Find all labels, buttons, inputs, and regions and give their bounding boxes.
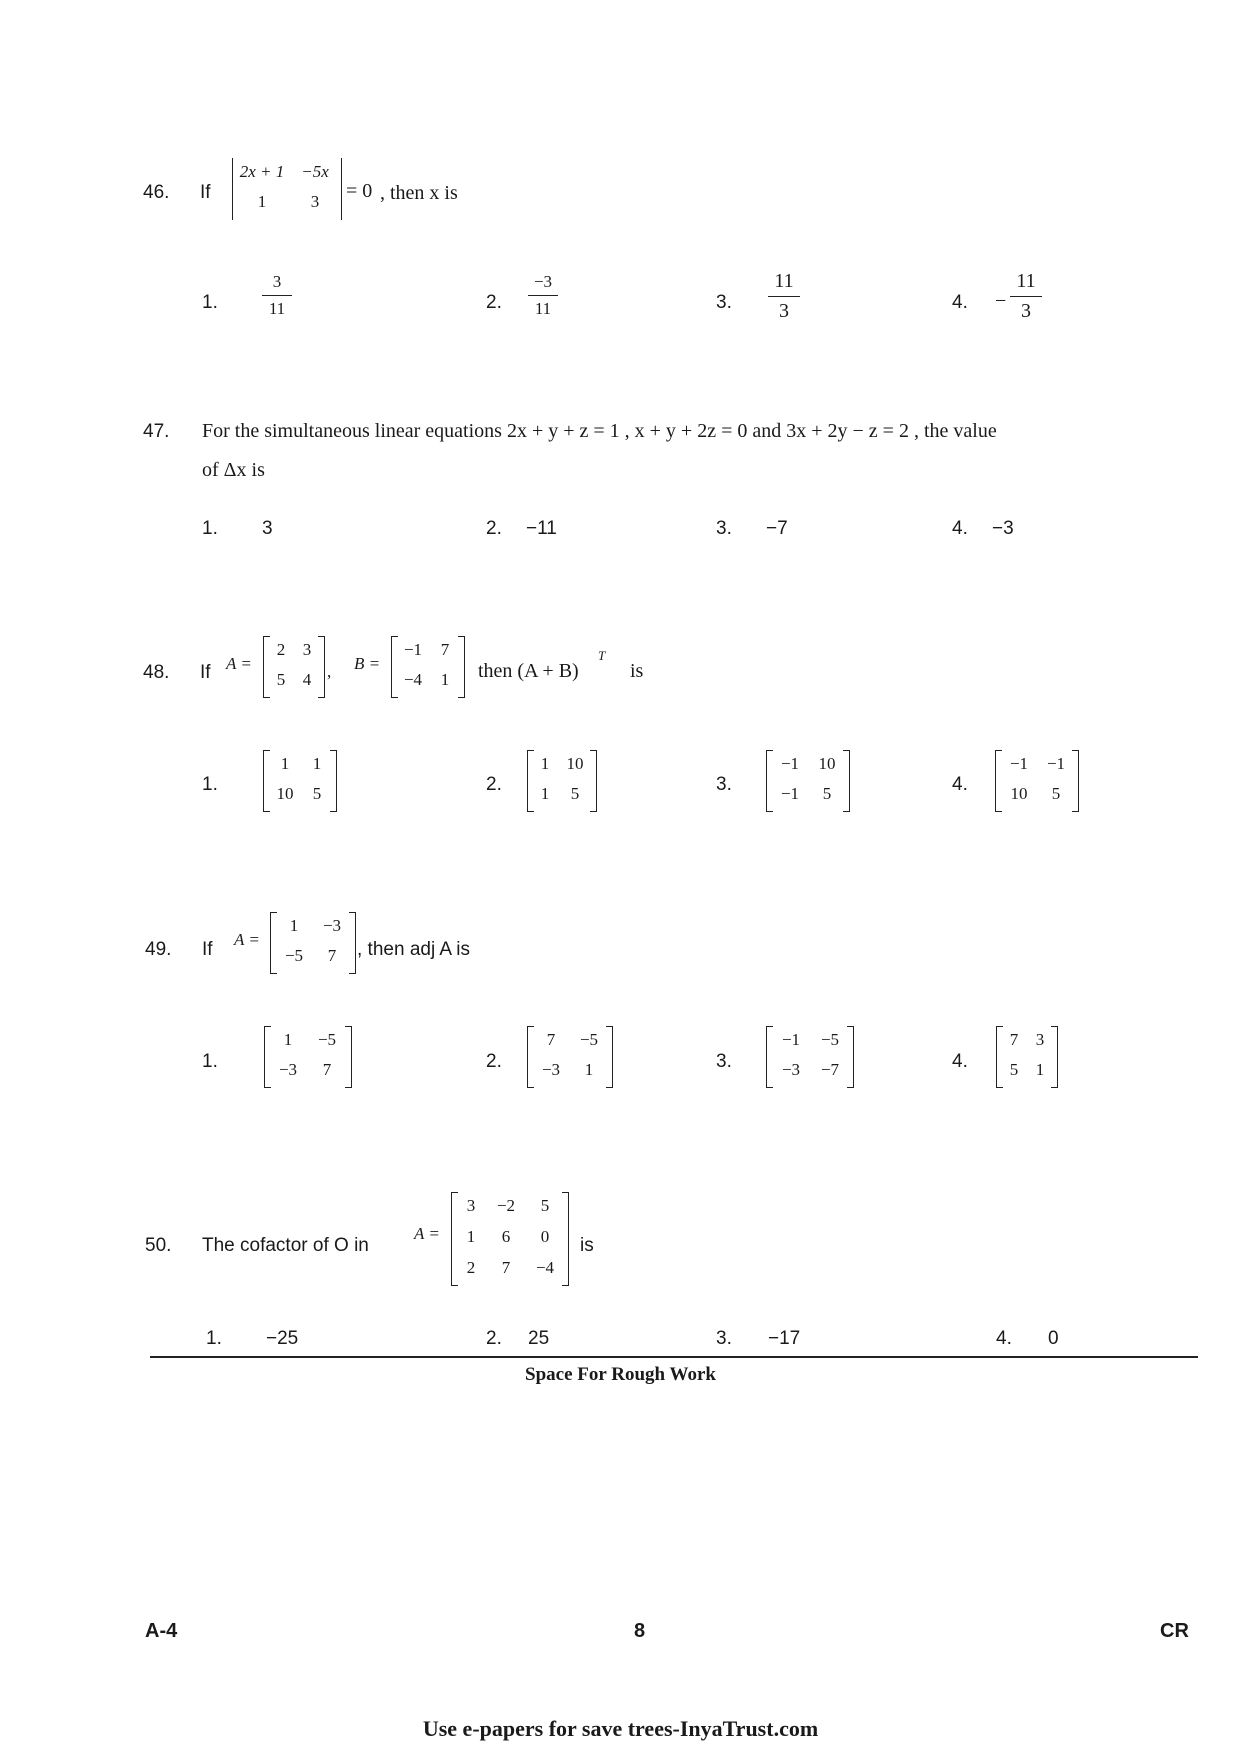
numerator: 11 — [1016, 270, 1036, 292]
matrix-cell: 1 — [440, 670, 450, 689]
denominator: 11 — [534, 299, 552, 318]
transpose-sup: T — [598, 648, 606, 663]
matrix-cell: −5 — [284, 946, 304, 965]
numerator: 11 — [774, 270, 794, 292]
numerator: 3 — [272, 272, 282, 291]
matrix-cell: 3 — [302, 640, 312, 659]
matrix-cell: 1 — [466, 1227, 476, 1246]
option-1-matrix[interactable] — [264, 1026, 352, 1088]
option-4-matrix[interactable] — [995, 750, 1079, 812]
matrix-a — [263, 636, 325, 698]
matrix-cell: 5 — [822, 784, 832, 803]
option-number: 4. — [952, 774, 968, 795]
matrix-cell: 1 — [1035, 1060, 1045, 1079]
matrix-cell: −1 — [780, 784, 800, 803]
question-line-1: For the simultaneous linear equations 2x + y + z = 1 , x + y + 2z = 0 and 3x + 2y − z = 2 , the value — [202, 420, 997, 442]
divider — [150, 1356, 1198, 1358]
question-number: 50. — [145, 1235, 172, 1256]
matrix-cell: −1 — [1046, 754, 1066, 773]
matrix-cell: 3 — [1035, 1030, 1045, 1049]
matrix-a-label: A = — [226, 654, 252, 673]
rough-work-heading: Space For Rough Work — [525, 1364, 716, 1385]
option-3-value[interactable]: −7 — [766, 518, 788, 539]
matrix-a — [451, 1192, 569, 1286]
option-2-fraction[interactable] — [528, 272, 558, 319]
option-number: 3. — [716, 774, 732, 795]
matrix-cell: 0 — [540, 1227, 550, 1246]
matrix-cell: 1 — [280, 754, 290, 773]
matrix-a-label: A = — [414, 1224, 440, 1243]
option-number: 1. — [202, 292, 218, 313]
matrix-cell: 2 — [276, 640, 286, 659]
option-2-value[interactable]: 25 — [528, 1328, 550, 1349]
det-cell: −5x — [301, 162, 329, 181]
matrix-cell: 10 — [276, 784, 294, 803]
matrix-cell: 7 — [501, 1258, 511, 1277]
numerator: −3 — [533, 272, 553, 291]
matrix-cell: −5 — [820, 1030, 840, 1049]
option-1-value[interactable]: −25 — [266, 1328, 299, 1349]
question-line-2: of Δx is — [202, 459, 265, 481]
option-number: 1. — [206, 1328, 222, 1349]
matrix-cell: 7 — [327, 946, 337, 965]
option-number: 4. — [996, 1328, 1012, 1349]
question-suffix: then (A + B) — [478, 660, 579, 682]
option-number: 2. — [486, 292, 502, 313]
denominator: 3 — [779, 300, 789, 322]
matrix-cell: 1 — [312, 754, 322, 773]
matrix-b-label: B = — [354, 654, 381, 673]
question-number: 47. — [143, 421, 170, 442]
option-number: 2. — [486, 518, 502, 539]
matrix-cell: 1 — [289, 916, 299, 935]
question-number: 49. — [145, 939, 172, 960]
option-number: 1. — [202, 518, 218, 539]
matrix-cell: 10 — [1010, 784, 1028, 803]
minus-sign: − — [995, 290, 1007, 312]
option-number: 3. — [716, 1328, 732, 1349]
option-number: 2. — [486, 774, 502, 795]
option-number: 2. — [486, 1051, 502, 1072]
option-2-matrix[interactable] — [527, 1026, 613, 1088]
matrix-cell: 1 — [584, 1060, 594, 1079]
matrix-cell: 1 — [540, 784, 550, 803]
matrix-a — [270, 912, 356, 974]
matrix-cell: 7 — [440, 640, 450, 659]
matrix-cell: 5 — [312, 784, 322, 803]
option-4-value[interactable]: −3 — [992, 518, 1014, 539]
comma: , — [327, 662, 332, 681]
option-number: 3. — [716, 518, 732, 539]
option-3-matrix[interactable] — [766, 1026, 854, 1088]
option-4-matrix[interactable] — [996, 1026, 1058, 1088]
matrix-cell: 2 — [466, 1258, 476, 1277]
matrix-cell: 5 — [276, 670, 286, 689]
question-prefix: If — [200, 662, 211, 683]
matrix-cell: 5 — [570, 784, 580, 803]
det-cell: 1 — [257, 192, 267, 211]
option-4-fraction[interactable] — [1010, 270, 1042, 323]
determinant — [232, 158, 342, 220]
option-3-value[interactable]: −17 — [768, 1328, 801, 1349]
matrix-cell: −1 — [403, 640, 423, 659]
matrix-cell: −5 — [579, 1030, 599, 1049]
footer-code: CR — [1160, 1620, 1189, 1642]
matrix-cell: 10 — [566, 754, 584, 773]
option-number: 1. — [202, 774, 218, 795]
question-prefix: If — [202, 939, 213, 960]
matrix-cell: 1 — [283, 1030, 293, 1049]
option-number: 3. — [716, 292, 732, 313]
matrix-cell: 5 — [1009, 1060, 1019, 1079]
option-number: 4. — [952, 292, 968, 313]
page-number: 8 — [634, 1620, 646, 1642]
option-3-fraction[interactable] — [768, 270, 800, 323]
matrix-cell: 7 — [322, 1060, 332, 1079]
matrix-cell: −4 — [535, 1258, 555, 1277]
question-prefix: If — [200, 182, 211, 203]
option-number: 4. — [952, 1051, 968, 1072]
option-1-value[interactable]: 3 — [262, 518, 273, 539]
det-cell: 3 — [310, 192, 320, 211]
option-number: 4. — [952, 518, 968, 539]
question-suffix: , then adj A is — [357, 939, 471, 960]
matrix-cell: −3 — [541, 1060, 561, 1079]
denominator: 3 — [1021, 300, 1031, 322]
matrix-cell: 3 — [466, 1196, 476, 1215]
matrix-cell: −7 — [820, 1060, 840, 1079]
matrix-cell: −1 — [1009, 754, 1029, 773]
matrix-cell: −3 — [278, 1060, 298, 1079]
matrix-cell: 7 — [1009, 1030, 1019, 1049]
option-1-matrix[interactable] — [263, 750, 337, 812]
matrix-a-label: A = — [234, 930, 260, 949]
option-4-value[interactable]: 0 — [1048, 1328, 1059, 1349]
denominator: 11 — [268, 299, 286, 318]
option-2-value[interactable]: −11 — [526, 518, 557, 539]
matrix-cell: −4 — [403, 670, 423, 689]
matrix-cell: −1 — [781, 1030, 801, 1049]
question-number: 46. — [143, 182, 170, 203]
option-1-fraction[interactable] — [262, 272, 292, 319]
question-tail: is — [630, 660, 644, 682]
matrix-cell: 10 — [818, 754, 836, 773]
matrix-cell: 4 — [302, 670, 312, 689]
equals-zero: = 0 — [346, 180, 373, 202]
question-text: The cofactor of O in — [202, 1235, 369, 1256]
matrix-cell: 1 — [540, 754, 550, 773]
matrix-cell: 5 — [1051, 784, 1061, 803]
matrix-b — [391, 636, 465, 698]
matrix-cell: −3 — [322, 916, 342, 935]
banner-text: Use e-papers for save trees-InyaTrust.com — [422, 1716, 819, 1741]
question-tail: is — [580, 1235, 594, 1256]
question-suffix: , then x is — [380, 182, 458, 204]
footer-series: A-4 — [145, 1620, 178, 1642]
option-number: 3. — [716, 1051, 732, 1072]
option-number: 1. — [202, 1051, 218, 1072]
option-2-matrix[interactable] — [527, 750, 597, 812]
option-number: 2. — [486, 1328, 502, 1349]
option-3-matrix[interactable] — [766, 750, 850, 812]
question-number: 48. — [143, 662, 170, 683]
det-cell: 2x + 1 — [239, 162, 285, 181]
matrix-cell: 6 — [501, 1227, 511, 1246]
matrix-cell: −3 — [781, 1060, 801, 1079]
matrix-cell: −1 — [780, 754, 800, 773]
matrix-cell: 7 — [546, 1030, 556, 1049]
matrix-cell: −2 — [496, 1196, 516, 1215]
matrix-cell: 5 — [540, 1196, 550, 1215]
matrix-cell: −5 — [317, 1030, 337, 1049]
